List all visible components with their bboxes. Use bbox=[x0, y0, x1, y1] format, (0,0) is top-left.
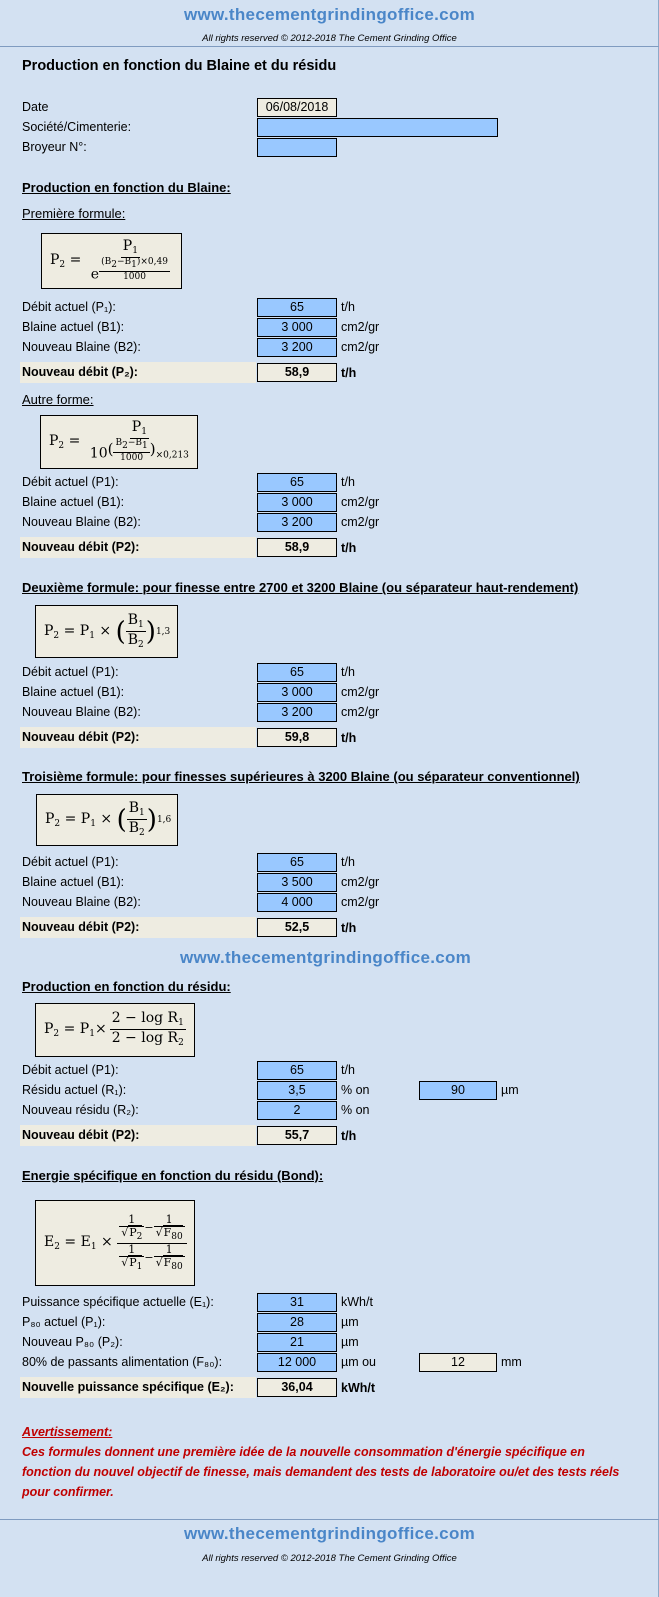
date-field[interactable]: 06/08/2018 bbox=[257, 98, 337, 117]
row-label: Nouveau résidu (R₂): bbox=[22, 1103, 139, 1117]
result-cell: 58,9 bbox=[257, 363, 337, 382]
unit-label: % on bbox=[341, 1103, 370, 1117]
blaine-heading: Production en fonction du Blaine: bbox=[22, 180, 231, 195]
formula-box-1b: $P_2$ = $P_1$ $10^{( \frac{B_2-B_1}{1000} )}\times 0,213$ bbox=[40, 415, 198, 469]
input-cell[interactable]: 3 200 bbox=[257, 513, 337, 532]
input-cell[interactable]: 65 bbox=[257, 853, 337, 872]
result-unit: t/h bbox=[341, 541, 357, 555]
unit-label: cm2/gr bbox=[341, 515, 380, 529]
row-label: Blaine actuel (B1): bbox=[22, 875, 125, 889]
unit-label: t/h bbox=[341, 300, 355, 314]
result-label: Nouveau débit (P2): bbox=[20, 917, 256, 938]
input-cell[interactable]: 3,5 bbox=[257, 1081, 337, 1100]
unit-label: cm2/gr bbox=[341, 685, 380, 699]
input-cell[interactable]: 3 200 bbox=[257, 703, 337, 722]
input-cell[interactable]: 31 bbox=[257, 1293, 337, 1312]
row-label: Nouveau Blaine (B2): bbox=[22, 895, 141, 909]
row-label: Blaine actuel (B1): bbox=[22, 685, 125, 699]
row-label: Débit actuel (P1): bbox=[22, 1063, 119, 1077]
row-label: Nouveau Blaine (B2): bbox=[22, 705, 141, 719]
result-unit: t/h bbox=[341, 366, 357, 380]
unit-label: cm2/gr bbox=[341, 495, 380, 509]
site-watermark[interactable]: www.thecementgrindingoffice.com bbox=[180, 948, 472, 967]
input-cell[interactable]: 3 000 bbox=[257, 493, 337, 512]
mill-field[interactable] bbox=[257, 138, 337, 157]
result-label: Nouveau débit (P2): bbox=[20, 537, 256, 558]
unit-label: µm bbox=[341, 1315, 359, 1329]
unit-label: µm bbox=[341, 1335, 359, 1349]
result-cell: 59,8 bbox=[257, 728, 337, 747]
result-label: Nouveau débit (P₂): bbox=[20, 362, 256, 383]
row-label: P₈₀ actuel (P₁): bbox=[22, 1315, 106, 1329]
unit-label: cm2/gr bbox=[341, 705, 380, 719]
f1b-subheading: Autre forme: bbox=[22, 392, 94, 407]
input-cell[interactable]: 12 000 bbox=[257, 1353, 337, 1372]
f2-subheading: Deuxième formule: pour finesse entre 2700 et 3200 Blaine (ou séparateur haut-rendement) bbox=[22, 580, 579, 595]
unit-label: µm ou bbox=[341, 1355, 376, 1369]
result-unit: kWh/t bbox=[341, 1381, 376, 1395]
row-label: Blaine actuel (B1): bbox=[22, 320, 125, 334]
exponent: 1,6 bbox=[156, 815, 172, 825]
row-label: Nouveau Blaine (B2): bbox=[22, 340, 141, 354]
site-title[interactable]: www.thecementgrindingoffice.com bbox=[183, 5, 476, 24]
input-cell[interactable]: 2 bbox=[257, 1101, 337, 1120]
input-cell[interactable]: 3 000 bbox=[257, 683, 337, 702]
row-label: Débit actuel (P1): bbox=[22, 855, 119, 869]
unit-label: cm2/gr bbox=[341, 895, 380, 909]
row-label: Nouveau Blaine (B2): bbox=[22, 515, 141, 529]
company-label: Société/Cimenterie: bbox=[22, 120, 132, 134]
f1-subheading: Première formule: bbox=[22, 206, 126, 221]
formula-box-residue: $P_2 = P_1\times$ $\frac{2 - \log R_1}{2 - \log R_2}$ bbox=[35, 1003, 195, 1057]
formula-box-1: $P_2$ = $P_1$ e $^{\frac{(B_2-B_1)\times 0,49}{1000}}$ bbox=[41, 233, 182, 289]
unit-label: t/h bbox=[341, 475, 355, 489]
row-label: Blaine actuel (B1): bbox=[22, 495, 125, 509]
input-cell[interactable]: 65 bbox=[257, 1061, 337, 1080]
result-unit: t/h bbox=[341, 921, 357, 935]
result-cell: 55,7 bbox=[257, 1126, 337, 1145]
unit-label: t/h bbox=[341, 1063, 355, 1077]
unit-label: t/h bbox=[341, 665, 355, 679]
exponent: 1,3 bbox=[155, 626, 171, 637]
input-cell[interactable]: 4 000 bbox=[257, 893, 337, 912]
warning-title: Avertissement: bbox=[22, 1425, 113, 1439]
row-label: 80% de passants alimentation (F₈₀): bbox=[22, 1355, 223, 1369]
result-unit: t/h bbox=[341, 1129, 357, 1143]
result-unit: t/h bbox=[341, 731, 357, 745]
page-title: Production en fonction du Blaine et du résidu bbox=[22, 58, 337, 74]
unit-label: kWh/t bbox=[341, 1295, 373, 1309]
input-cell[interactable]: 65 bbox=[257, 473, 337, 492]
company-field[interactable] bbox=[257, 118, 498, 137]
result-cell: 58,9 bbox=[257, 538, 337, 557]
result-cell: 36,04 bbox=[257, 1378, 337, 1397]
result-label: Nouveau débit (P2): bbox=[20, 1125, 256, 1146]
unit-label: cm2/gr bbox=[341, 875, 380, 889]
input-cell[interactable]: 21 bbox=[257, 1333, 337, 1352]
row-label: Débit actuel (P1): bbox=[22, 475, 119, 489]
bond-heading: Energie spécifique en fonction du résidu (Bond): bbox=[22, 1168, 324, 1183]
formula-box-3: $P_2 = P_1$ × ( $\frac{B_1}{B_2}$ ) 1,6 bbox=[36, 794, 178, 846]
result-cell: 52,5 bbox=[257, 918, 337, 937]
unit-label: cm2/gr bbox=[341, 340, 380, 354]
unit-label: µm bbox=[501, 1083, 519, 1097]
divider bbox=[0, 46, 659, 47]
footer-rights-notice: All rights reserved © 2012-2018 The Cement Grinding Office bbox=[202, 1553, 457, 1564]
unit-label: % on bbox=[341, 1083, 370, 1097]
rights-notice: All rights reserved © 2012-2018 The Cement Grinding Office bbox=[202, 33, 457, 44]
row-label: Puissance spécifique actuelle (E₁): bbox=[22, 1295, 214, 1309]
row-label: Nouveau P₈₀ (P₂): bbox=[22, 1335, 123, 1349]
formula-box-bond: $E_2 = E_1$ × $\frac{1}{√P_2}$ − $\frac{1}{√F_{80}}$ $\frac{1}{√P_1}$ − $\frac{1}{√F_{80}}$ bbox=[35, 1200, 195, 1286]
footer-site-title[interactable]: www.thecementgrindingoffice.com bbox=[183, 1524, 476, 1543]
input-cell[interactable]: 65 bbox=[257, 298, 337, 317]
row-label: Résidu actuel (R₁): bbox=[22, 1083, 127, 1097]
unit-label: cm2/gr bbox=[341, 320, 380, 334]
date-label: Date bbox=[22, 100, 49, 114]
result-label: Nouveau débit (P2): bbox=[20, 727, 256, 748]
input-cell[interactable]: 3 500 bbox=[257, 873, 337, 892]
row-label: Débit actuel (P1): bbox=[22, 665, 119, 679]
feed-size-mm-cell: 12 bbox=[419, 1353, 497, 1372]
formula-box-2: $P_2 = P_1$ × ( $\frac{B_1}{B_2}$ ) 1,3 bbox=[35, 605, 178, 658]
warning-text: Ces formules donnent une première idée de la nouvelle consommation d'énergie spécifique en fonction du nouvel objectif de finesse, mais demandent des tests de laboratoire ou/et des tests réels pour confirmer. bbox=[22, 1445, 620, 1499]
row-label: Débit actuel (P₁): bbox=[22, 300, 116, 314]
input-cell[interactable]: 28 bbox=[257, 1313, 337, 1332]
input-cell[interactable]: 65 bbox=[257, 663, 337, 682]
divider bbox=[0, 1519, 659, 1520]
residue-heading: Production en fonction du résidu: bbox=[22, 979, 231, 994]
mill-label: Broyeur N°: bbox=[22, 140, 87, 154]
sieve-size-cell[interactable]: 90 bbox=[419, 1081, 497, 1100]
unit-label: mm bbox=[501, 1355, 522, 1369]
unit-label: t/h bbox=[341, 855, 355, 869]
input-cell[interactable]: 3 000 bbox=[257, 318, 337, 337]
input-cell[interactable]: 3 200 bbox=[257, 338, 337, 357]
f3-subheading: Troisième formule: pour finesses supérieures à 3200 Blaine (ou séparateur conventionnel) bbox=[22, 769, 580, 784]
result-label: Nouvelle puissance spécifique (E₂): bbox=[20, 1377, 256, 1398]
